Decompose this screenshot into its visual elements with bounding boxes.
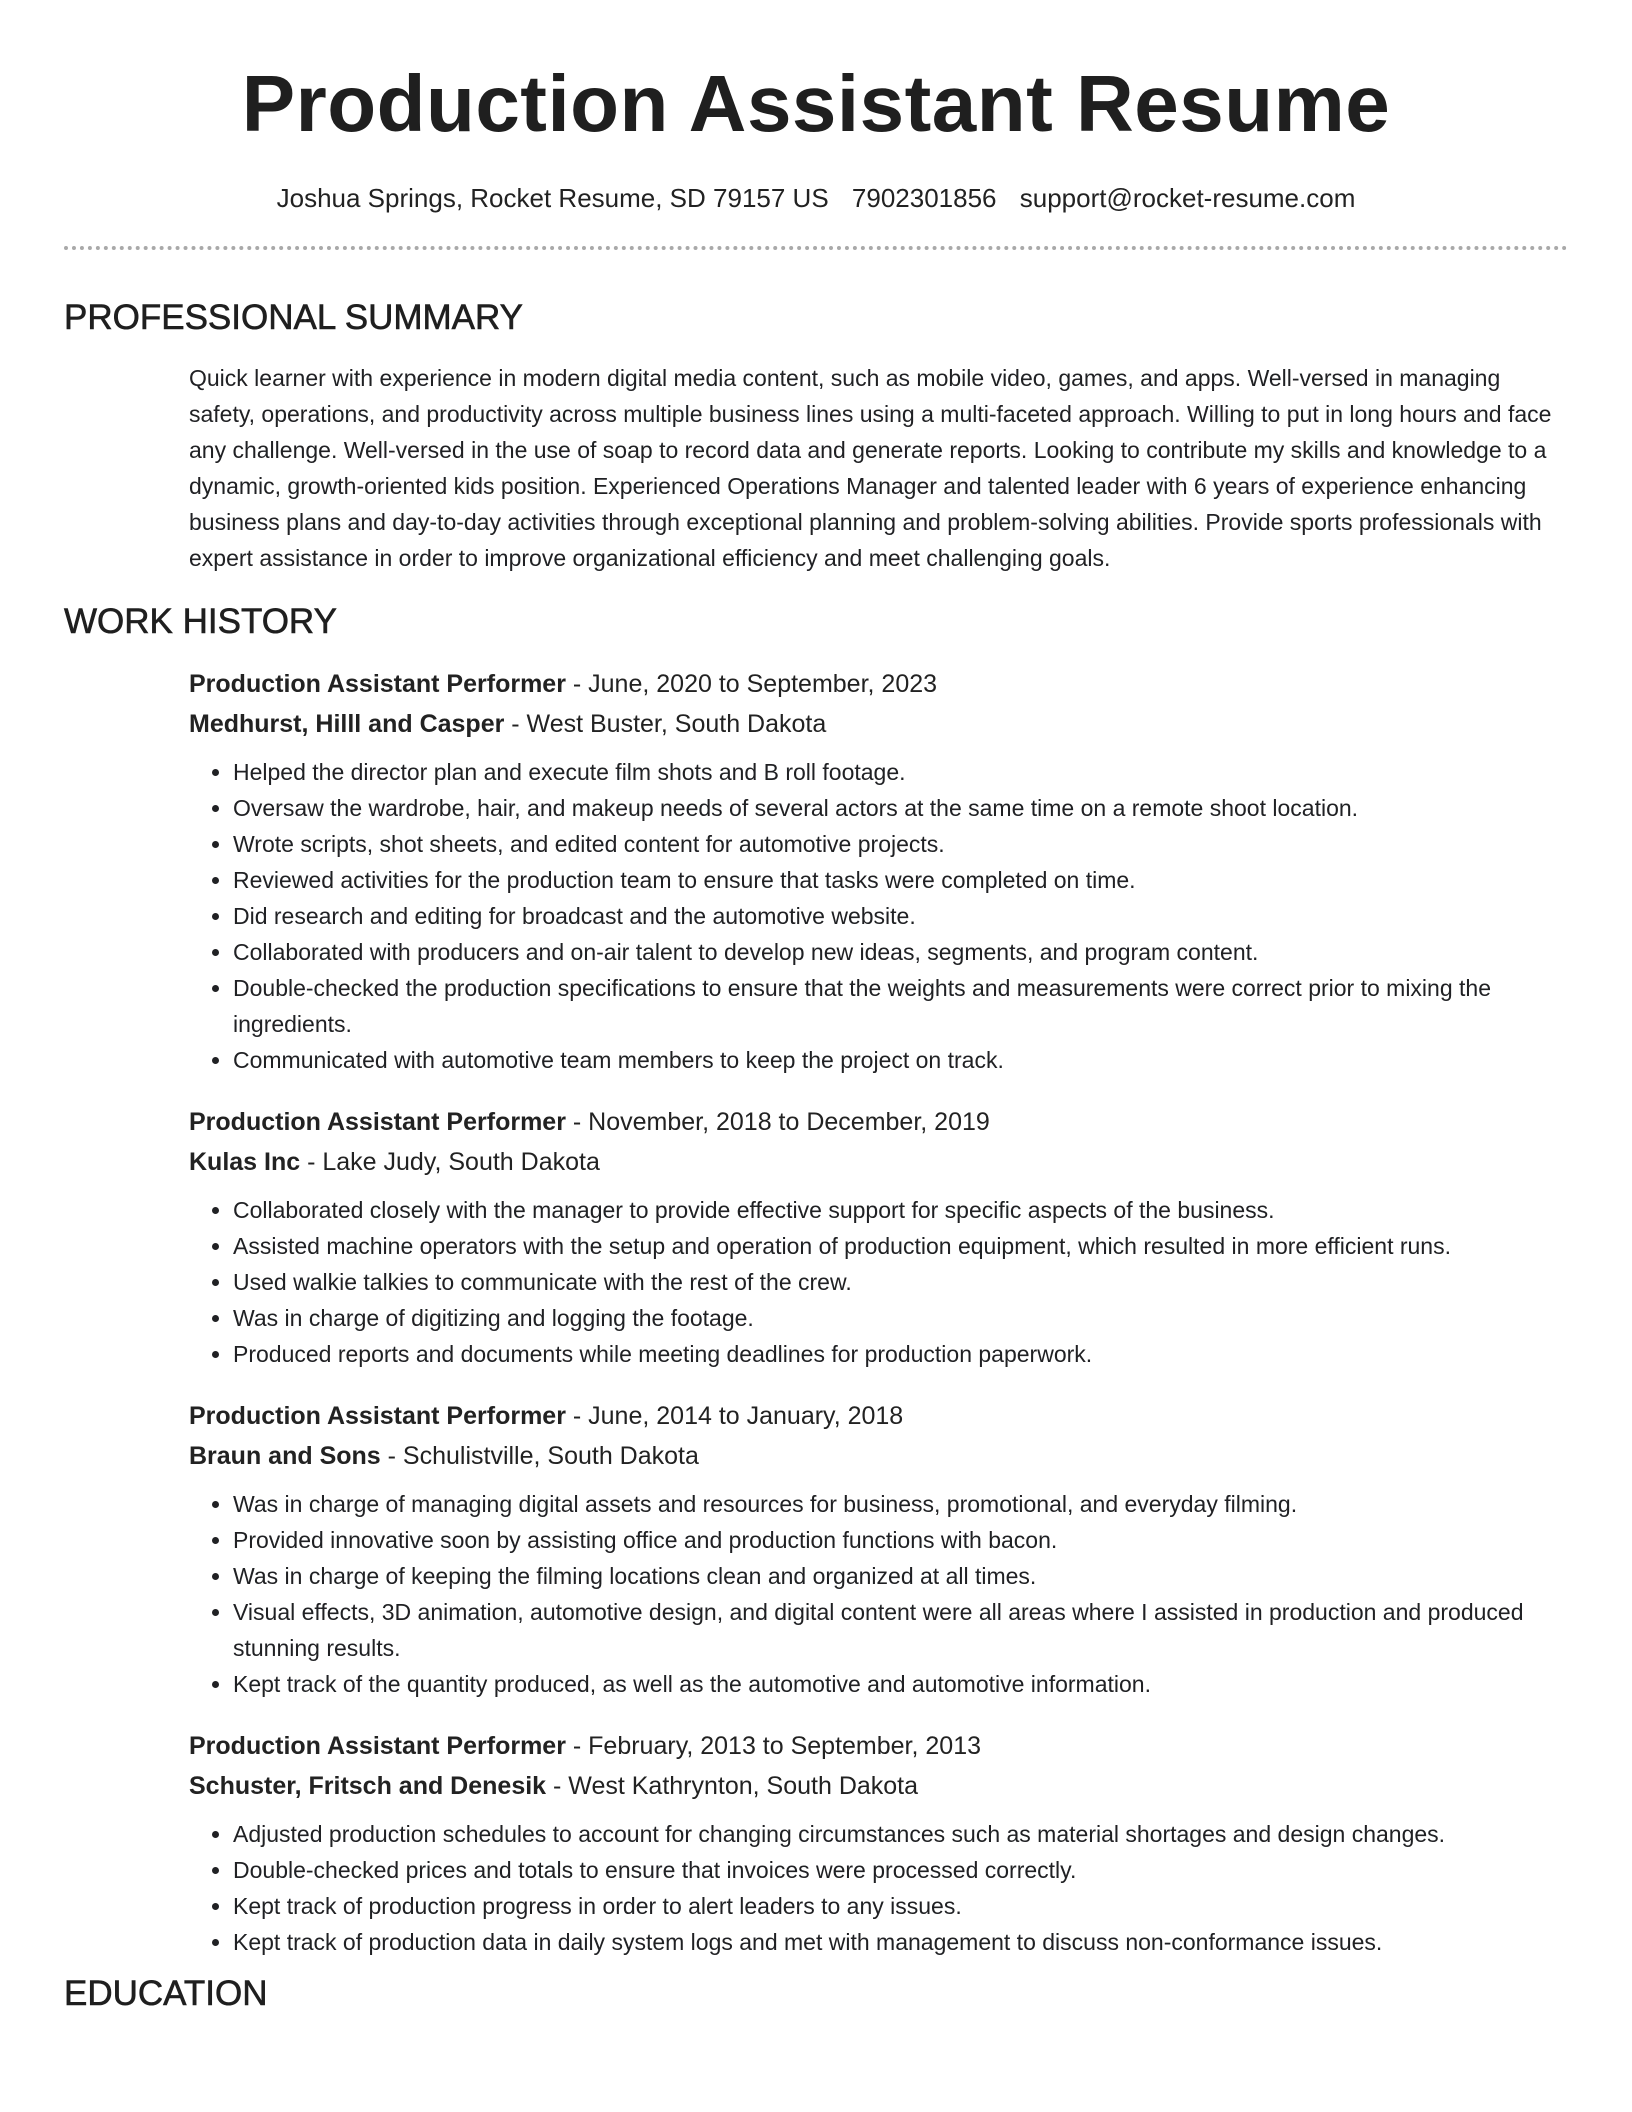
job-bullet: • Collaborated closely with the manager to provide effective support for specific aspects of the business. <box>233 1192 1568 1228</box>
contact-phone: 7902301856 <box>851 183 997 213</box>
job-title: Production Assistant Performer <box>189 670 566 698</box>
job-bullet: • Did research and editing for broadcast and the automotive website. <box>233 898 1568 934</box>
contact-line <box>64 180 1568 216</box>
job-entry <box>189 664 1568 1078</box>
job-bullet: • Was in charge of keeping the filming locations clean and organized at all times. <box>233 1558 1568 1594</box>
job-bullet: • Was in charge of managing digital assets and resources for business, promotional, and everyday filming. <box>233 1486 1568 1522</box>
job-bullet: • Assisted machine operators with the setup and operation of production equipment, which resulted in more efficient runs. <box>233 1228 1568 1264</box>
job-title: Production Assistant Performer <box>189 1108 566 1136</box>
job-company-line <box>189 704 1568 744</box>
job-title: Production Assistant Performer <box>189 1732 566 1760</box>
job-company-line <box>189 1766 1568 1806</box>
job-bullet: • Kept track of the quantity produced, as well as the automotive and automotive information. <box>233 1666 1568 1702</box>
job-location: - West Buster, South Dakota <box>504 710 827 738</box>
header-divider <box>64 246 1568 250</box>
job-title-line <box>189 1726 1568 1766</box>
job-bullet: • Oversaw the wardrobe, hair, and makeup needs of several actors at the same time on a remote shoot location. <box>233 790 1568 826</box>
section-heading-summary: PROFESSIONAL SUMMARY <box>64 298 523 337</box>
job-entry <box>189 1396 1568 1702</box>
job-bullets <box>189 1816 1568 1960</box>
job-company: Medhurst, Hilll and Casper <box>189 710 505 738</box>
job-bullet: • Double-checked the production specifications to ensure that the weights and measurements were correct prior to mixing the ingredients. <box>233 970 1568 1042</box>
job-title-line <box>189 1396 1568 1436</box>
job-title: Production Assistant Performer <box>189 1402 566 1430</box>
job-bullet: • Reviewed activities for the production team to ensure that tasks were completed on time. <box>233 862 1568 898</box>
job-bullet: • Used walkie talkies to communicate with the rest of the crew. <box>233 1264 1568 1300</box>
job-bullets <box>189 1192 1568 1372</box>
job-bullets <box>189 1486 1568 1702</box>
job-title-line <box>189 1102 1568 1142</box>
job-bullet: • Produced reports and documents while meeting deadlines for production paperwork. <box>233 1336 1568 1372</box>
job-dates: - June, 2014 to January, 2018 <box>565 1402 904 1430</box>
job-dates: - June, 2020 to September, 2023 <box>565 670 938 698</box>
job-company: Schuster, Fritsch and Denesik <box>189 1772 547 1800</box>
contact-email: support@rocket-resume.com <box>1019 183 1356 213</box>
section-heading-work-history: WORK HISTORY <box>64 602 337 641</box>
job-bullet: • Was in charge of digitizing and logging the footage. <box>233 1300 1568 1336</box>
job-dates: - November, 2018 to December, 2019 <box>565 1108 990 1136</box>
job-location: - Schulistville, South Dakota <box>380 1442 699 1470</box>
job-entry <box>189 1726 1568 1960</box>
job-company: Kulas Inc <box>189 1148 301 1176</box>
job-bullets <box>189 754 1568 1078</box>
job-company: Braun and Sons <box>189 1442 381 1470</box>
job-bullet: • Kept track of production data in daily system logs and met with management to discuss non-conformance issues. <box>233 1924 1568 1960</box>
job-title-line <box>189 664 1568 704</box>
job-company-line <box>189 1436 1568 1476</box>
job-location: - Lake Judy, South Dakota <box>300 1148 600 1176</box>
job-bullet: • Provided innovative soon by assisting office and production functions with bacon. <box>233 1522 1568 1558</box>
job-company-line <box>189 1142 1568 1182</box>
resume-title: Production Assistant Resume <box>241 59 1391 148</box>
section-heading-education: EDUCATION <box>64 1974 268 2013</box>
job-bullet: • Visual effects, 3D animation, automotive design, and digital content were all areas where I assisted in production and produced stunning results. <box>233 1594 1568 1666</box>
job-bullet: • Communicated with automotive team members to keep the project on track. <box>233 1042 1568 1078</box>
work-history-list <box>189 664 1568 1960</box>
job-dates: - February, 2013 to September, 2013 <box>565 1732 982 1760</box>
summary-text: Quick learner with experience in modern digital media content, such as mobile video, games, and apps. Well-versed in managing safety, operations, and productivity across multiple business lines using a multi-faceted approach. Willing to put in long hours and face any challenge. Well-versed in the use of soap to record data and generate reports. Looking to contribute my skills and knowledge to a dynamic, growth-oriented kids position. Experienced Operations Manager and talented leader with 6 years of experience enhancing business plans and day-to-day activities through exceptional planning and problem-solving abilities. Provide sports professionals with expert assistance in order to improve organizational efficiency and meet challenging goals. <box>189 365 1552 571</box>
job-location: - West Kathrynton, South Dakota <box>546 1772 919 1800</box>
job-entry <box>189 1102 1568 1372</box>
job-bullet: • Collaborated with producers and on-air talent to develop new ideas, segments, and program content. <box>233 934 1568 970</box>
contact-address: Joshua Springs, Rocket Resume, SD 79157 US <box>276 183 829 213</box>
job-bullet: • Wrote scripts, shot sheets, and edited content for automotive projects. <box>233 826 1568 862</box>
job-bullet: • Adjusted production schedules to account for changing circumstances such as material shortages and design changes. <box>233 1816 1568 1852</box>
job-bullet: • Helped the director plan and execute film shots and B roll footage. <box>233 754 1568 790</box>
job-bullet: • Kept track of production progress in order to alert leaders to any issues. <box>233 1888 1568 1924</box>
job-bullet: • Double-checked prices and totals to ensure that invoices were processed correctly. <box>233 1852 1568 1888</box>
